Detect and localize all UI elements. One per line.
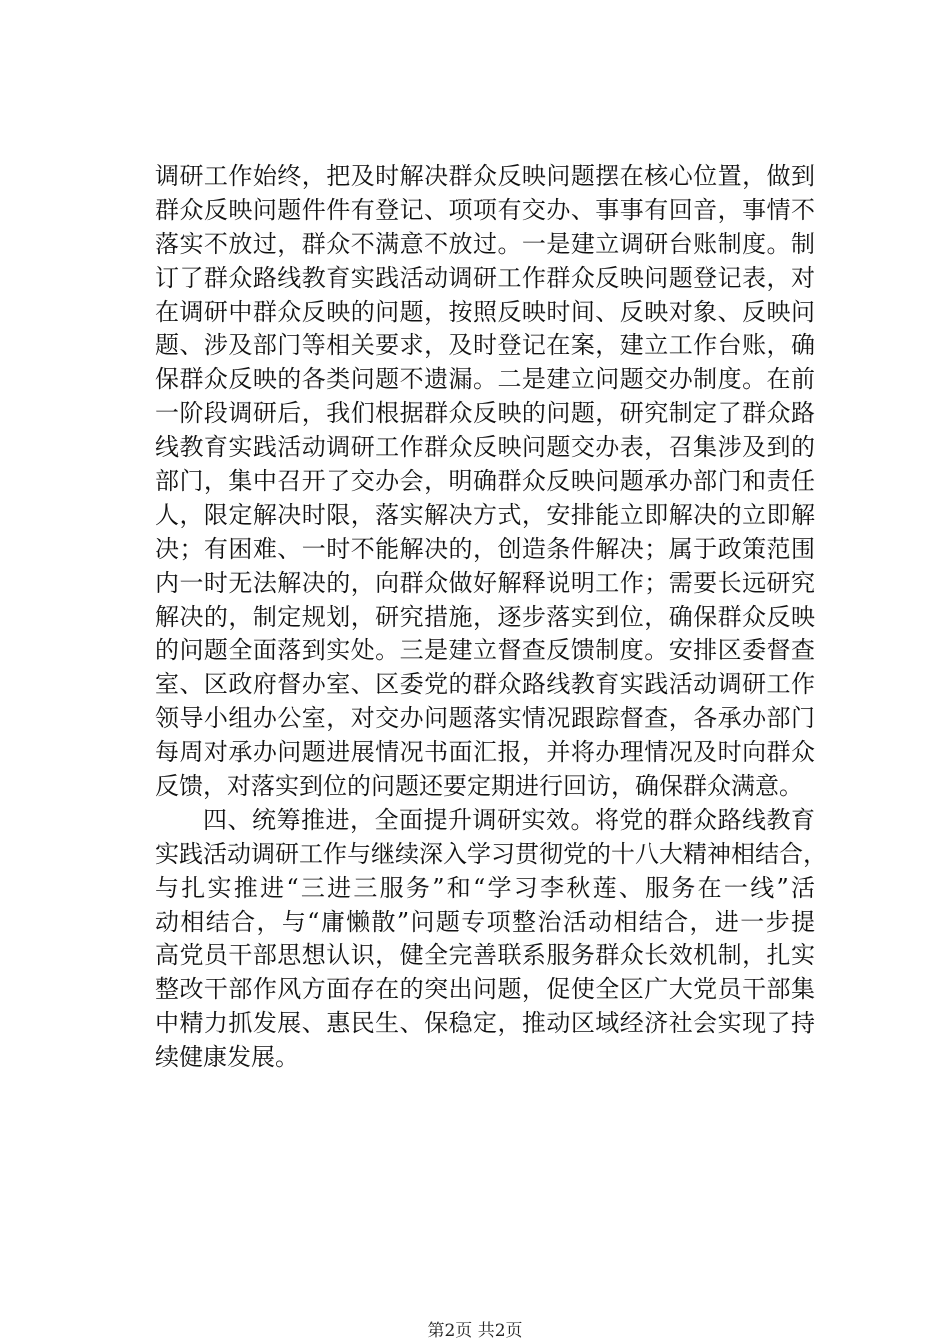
page-number-footer: 第2页 共2页: [427, 1321, 523, 1341]
paragraph-first-line: 四、统筹推进，全面提升调研实效。将党的群众路线教育: [203, 805, 815, 834]
text-line: 部门，集中召开了交办会，明确群众反映问题承办部门和责任: [155, 467, 815, 496]
text-line: 整改干部作风方面存在的突出问题，促使全区广大党员干部集: [155, 975, 815, 1004]
text-line: 题、涉及部门等相关要求，及时登记在案，建立工作台账，确: [155, 331, 815, 360]
document-body: [155, 160, 827, 1075]
text-line: 人，限定解决时限，落实解决方式，安排能立即解决的立即解: [155, 500, 815, 529]
text-line: 室、区政府督办室、区委党的群众路线教育实践活动调研工作: [155, 670, 815, 699]
text-line: 实践活动调研工作与继续深入学习贯彻党的十八大精神相结合，: [155, 839, 827, 868]
text-line: 一阶段调研后，我们根据群众反映的问题，研究制定了群众路: [155, 399, 815, 428]
text-line: 续健康发展。: [155, 1043, 299, 1072]
text-line: 保群众反映的各类问题不遗漏。二是建立问题交办制度。在前: [155, 365, 815, 394]
text-line: 高党员干部思想认识，健全完善联系服务群众长效机制，扎实: [155, 941, 815, 970]
text-line: 反馈，对落实到位的问题还要定期进行回访，确保群众满意。: [155, 772, 803, 801]
text-line: 群众反映问题件件有登记、项项有交办、事事有回音，事情不: [155, 195, 815, 224]
text-line: 每周对承办问题进展情况书面汇报，并将办理情况及时向群众: [155, 738, 815, 767]
text-line: 在调研中群众反映的问题，按照反映时间、反映对象、反映问: [155, 297, 815, 326]
text-line: 线教育实践活动调研工作群众反映问题交办表，召集涉及到的: [155, 433, 815, 462]
text-line: 的问题全面落到实处。三是建立督查反馈制度。安排区委督查: [155, 636, 815, 665]
text-line: 中精力抓发展、惠民生、保稳定，推动区域经济社会实现了持: [155, 1009, 815, 1038]
text-line: 落实不放过，群众不满意不放过。一是建立调研台账制度。制: [155, 229, 815, 258]
text-line: 动相结合，与“庸懒散”问题专项整治活动相结合，进一步提: [155, 907, 815, 936]
text-line: 解决的，制定规划，研究措施，逐步落实到位，确保群众反映: [155, 602, 815, 631]
text-line: 内一时无法解决的，向群众做好解释说明工作；需要长远研究: [155, 568, 815, 597]
text-line: 订了群众路线教育实践活动调研工作群众反映问题登记表，对: [155, 263, 815, 292]
text-line: 领导小组办公室，对交办问题落实情况跟踪督查，各承办部门: [155, 704, 815, 733]
text-line: 决；有困难、一时不能解决的，创造条件解决；属于政策范围: [155, 534, 815, 563]
text-line: 调研工作始终，把及时解决群众反映问题摆在核心位置，做到: [155, 162, 815, 190]
text-line: 与扎实推进“三进三服务”和“学习李秋莲、服务在一线”活: [155, 873, 815, 902]
